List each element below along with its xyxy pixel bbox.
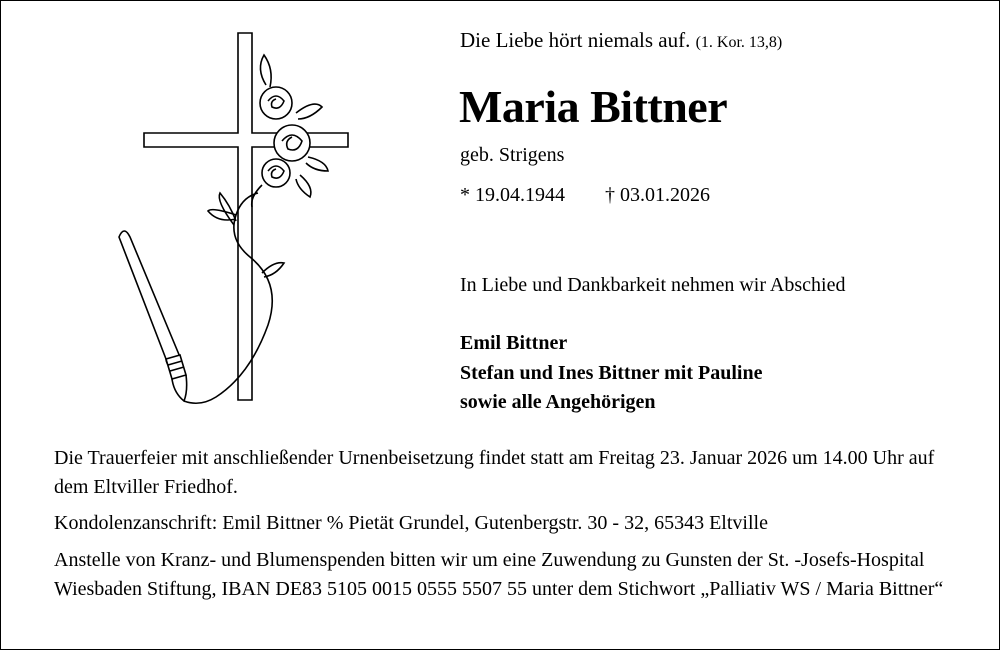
birth-date: * 19.04.1944 (460, 184, 565, 206)
death-date: † 03.01.2026 (605, 184, 710, 206)
deceased-name: Maria Bittner (459, 81, 728, 132)
farewell-text: In Liebe und Dankbarkeit nehmen wir Abschied (460, 274, 846, 296)
mourner-item: Stefan und Ines Bittner mit Pauline (460, 361, 763, 384)
mourners-list (460, 329, 762, 418)
mourner-item: sowie alle Angehörigen (460, 391, 656, 413)
mourner-item: Emil Bittner (460, 332, 568, 354)
ceremony-text: Die Trauerfeier mit anschließender Urnenbeisetzung findet statt am Freitag 23. Januar 2026 um 14.00 Uhr auf dem Eltviller Friedhof. (54, 447, 935, 498)
birth-name: geb. Strigens (460, 144, 565, 166)
quote-reference: (1. Kor. 13,8) (695, 34, 783, 51)
condolence-address: Kondolenzanschrift: Emil Bittner % Pietät Grundel, Gutenbergstr. 30 - 32, 65343 Eltville (54, 512, 768, 534)
cross-with-roses-and-paintbrush-icon (100, 25, 360, 420)
bible-quote (460, 28, 782, 53)
life-dates (460, 184, 710, 207)
donation-text: Anstelle von Kranz- und Blumenspenden bitten wir um eine Zuwendung zu Gunsten der St. -Josefs-Hospital Wiesbaden Stiftung, IBAN DE83 5105 0015 0555 5507 55 unter dem Stichwort „Palliativ WS / Maria Bittner“ (54, 549, 944, 600)
quote-text: Die Liebe hört niemals auf. (460, 28, 691, 52)
